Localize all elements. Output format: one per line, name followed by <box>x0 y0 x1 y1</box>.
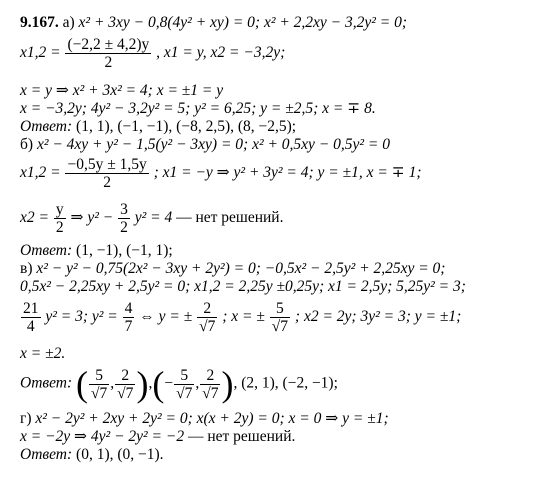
math-text: ⇒ y² − <box>70 209 114 227</box>
fraction-numerator: −0,5y ± 1,5y <box>67 156 147 173</box>
line-8 <box>20 201 283 236</box>
fraction <box>270 300 290 335</box>
line-16 <box>20 428 295 446</box>
line-9 <box>20 242 173 260</box>
line-5 <box>20 118 296 136</box>
math-text: x = −2y ⇒ 4y² − 2y² = −2 <box>20 428 185 445</box>
line-10 <box>20 260 445 278</box>
fraction <box>89 367 109 402</box>
math-text: x = y ⇒ x² + 3x² = 4; x = ±1 = y <box>20 82 224 99</box>
line-7 <box>20 156 422 191</box>
fraction-denominator: 2 <box>103 174 111 191</box>
answer-label: Ответ: <box>20 118 73 135</box>
fraction <box>118 201 130 236</box>
fraction-numerator: y <box>55 201 64 218</box>
line-1 <box>20 14 407 32</box>
line-13 <box>20 345 65 363</box>
equation-b: x² − 4xy + y² − 1,5(y² − 3xy) = 0; x² + 0,5xy − 0,5y² = 0 <box>36 136 391 153</box>
problem-number: 9.167. <box>20 14 59 31</box>
answer-text: , (2, 1), (−2, −1); <box>233 374 338 392</box>
math-text: ; x2 = 2y; 3y² = 3; y = ±1; <box>294 308 462 326</box>
math-text: ; x = ± <box>222 308 265 326</box>
equation-a: x² + 3xy − 0,8(4y² + xy) = 0; x² + 2,2xy − 3,2y² = 0; <box>78 14 408 31</box>
fraction-denominator: √7 <box>271 318 289 335</box>
line-14: Ответ: ( $\frac{5}{√7}$ , $\frac{2}{√7}$ ),(− $\frac{5}{√7}$ , $\frac{2}{√7}$ ), (2, 1), (−2, −1); <box>20 364 338 404</box>
line-4 <box>20 100 376 118</box>
roots-label: x1,2 = <box>20 164 61 182</box>
no-solutions-text: — нет решений. <box>176 209 284 227</box>
fraction-denominator: √7 <box>176 384 193 402</box>
fraction <box>65 36 151 71</box>
part-a-label: а) <box>62 14 75 31</box>
fraction-denominator: √7 <box>199 318 216 335</box>
line-3 <box>20 82 223 100</box>
fraction <box>65 156 148 191</box>
answer-text: (1, −1), (−1, 1); <box>76 242 173 259</box>
fraction <box>123 300 135 335</box>
math-text: ⇔ y = ± <box>139 308 193 326</box>
fraction <box>54 201 66 236</box>
roots-text: , x1 = y, x2 = −3,2y; <box>156 44 286 62</box>
answer-label: Ответ: <box>20 242 73 259</box>
math-text: y² = 3; y² = <box>45 308 118 326</box>
fraction <box>197 300 217 335</box>
fraction-denominator: √7 <box>202 384 219 402</box>
fraction-denominator: 2 <box>55 219 64 236</box>
no-solutions-text: — нет решений. <box>187 428 296 445</box>
equation-v: x² − y² − 0,75(2x² − 3xy + 2y²) = 0; −0,5x² − 2,5y² + 2,25xy = 0; <box>36 260 446 277</box>
line-17 <box>20 446 164 464</box>
fraction-numerator: 4 <box>124 300 133 317</box>
math-text: x = ±2. <box>20 345 66 362</box>
math-text: 0,5x² − 2,25xy + 2,5y² = 0; x1,2 = 2,25y ±0,25y; x1 = 2,5y; 5,25y² = 3; <box>20 278 466 295</box>
part-b-label: б) <box>20 136 34 153</box>
fraction-numerator: 5 <box>270 300 290 318</box>
equation-g: x² − 2y² + 2xy + 2y² = 0; x(x + 2y) = 0; x = 0 ⇒ y = ±1; <box>35 410 389 427</box>
fraction-numerator: 2 <box>197 300 217 318</box>
fraction <box>200 367 220 402</box>
fraction-denominator: √7 <box>117 384 134 402</box>
math-text: x = −3,2y; 4y² − 3,2y² = 5; y² = 6,25; y = ±2,5; x = ∓ 8. <box>20 100 376 117</box>
fraction-denominator: 2 <box>104 54 113 71</box>
fraction-numerator: (−2,2 ± 4,2)y <box>67 36 150 53</box>
line-12 <box>20 300 461 335</box>
fraction <box>174 367 194 402</box>
answer-text: (1, 1), (−1, −1), (−8, 2,5), (8, −2,5); <box>76 118 297 135</box>
fraction-denominator: 7 <box>124 318 133 335</box>
line-11 <box>20 278 466 296</box>
answer-text: (0, 1), (0, −1). <box>76 446 164 463</box>
part-g-label: г) <box>20 410 32 427</box>
line-2 <box>20 36 285 71</box>
fraction-numerator: 5 <box>89 367 109 385</box>
fraction-numerator: 21 <box>23 300 39 317</box>
fraction <box>21 300 41 335</box>
answer-label: Ответ: <box>20 374 73 392</box>
fraction-numerator: 3 <box>120 201 128 218</box>
line-15 <box>20 410 389 428</box>
fraction-numerator: 5 <box>174 367 194 385</box>
math-text: x2 = <box>20 209 49 227</box>
roots-label: x1,2 = <box>20 44 61 62</box>
roots-text: ; x1 = −y ⇒ y² + 3y² = 4; y = ±1, x = ∓ 1; <box>153 164 422 182</box>
fraction-numerator: 2 <box>200 367 220 385</box>
math-text: y² = 4 <box>134 209 173 227</box>
fraction <box>115 367 135 402</box>
fraction-numerator: 2 <box>115 367 135 385</box>
fraction-denominator: √7 <box>91 384 108 402</box>
fraction-denominator: 2 <box>120 219 128 236</box>
part-v-label: в) <box>20 260 33 277</box>
answer-label: Ответ: <box>20 446 73 463</box>
line-6 <box>20 136 390 154</box>
fraction-denominator: 4 <box>26 318 35 335</box>
